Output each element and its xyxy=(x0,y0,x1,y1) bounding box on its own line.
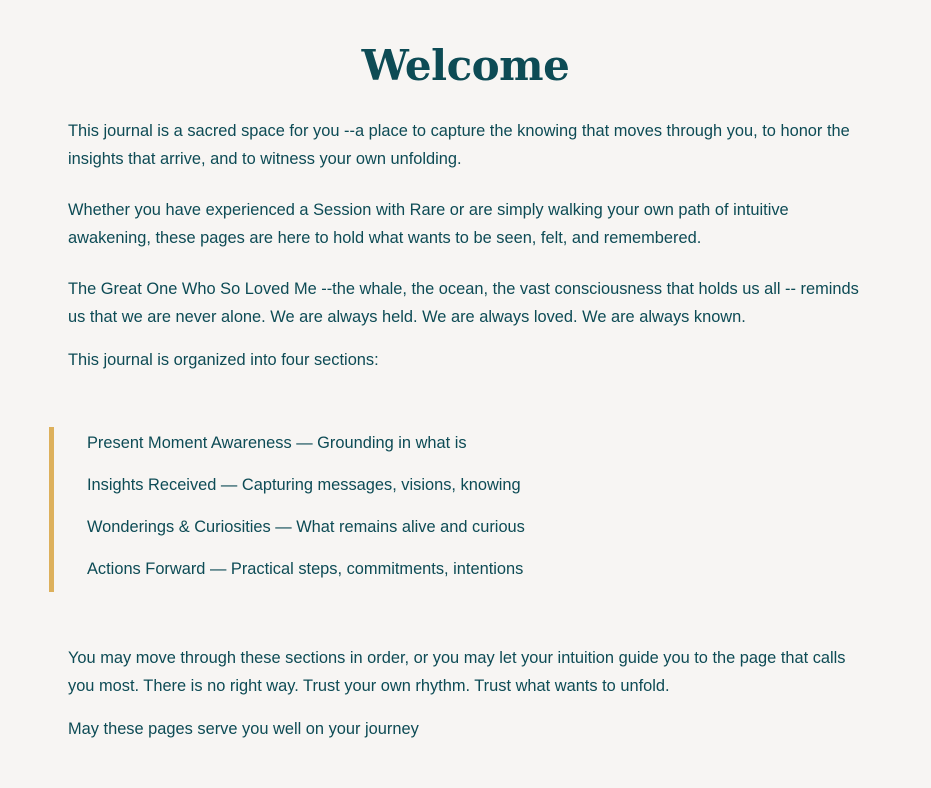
sections-blockquote xyxy=(49,427,869,592)
closing-paragraph-2: May these pages serve you well on your journey xyxy=(68,720,419,738)
page-title: Welcome xyxy=(361,41,570,90)
section-item-insights-received: Insights Received — Capturing messages, visions, knowing xyxy=(87,476,521,494)
intro-paragraph-2: Whether you have experienced a Session with Rare or are simply walking your own path of intuitive awakening, these pages are here to hold what wants to be seen, felt, and remembered. xyxy=(68,201,789,247)
intro-paragraph-1: This journal is a sacred space for you --a place to capture the knowing that moves through you, to honor the insights that arrive, and to witness your own unfolding. xyxy=(68,122,850,168)
section-item-actions-forward: Actions Forward — Practical steps, commitments, intentions xyxy=(87,560,524,578)
intro-paragraph-4: This journal is organized into four sections: xyxy=(68,351,379,369)
section-item-present-moment: Present Moment Awareness — Grounding in what is xyxy=(87,434,467,452)
closing-paragraph-1: You may move through these sections in order, or you may let your intuition guide you to the page that calls you most. There is no right way. Trust your own rhythm. Trust what wants to unfold. xyxy=(68,649,846,695)
intro-paragraph-3: The Great One Who So Loved Me --the whale, the ocean, the vast consciousness that holds us all -- reminds us that we are never alone. We are always held. We are always loved. We are always known. xyxy=(68,280,859,326)
section-item-wonderings: Wonderings & Curiosities — What remains alive and curious xyxy=(87,518,525,536)
